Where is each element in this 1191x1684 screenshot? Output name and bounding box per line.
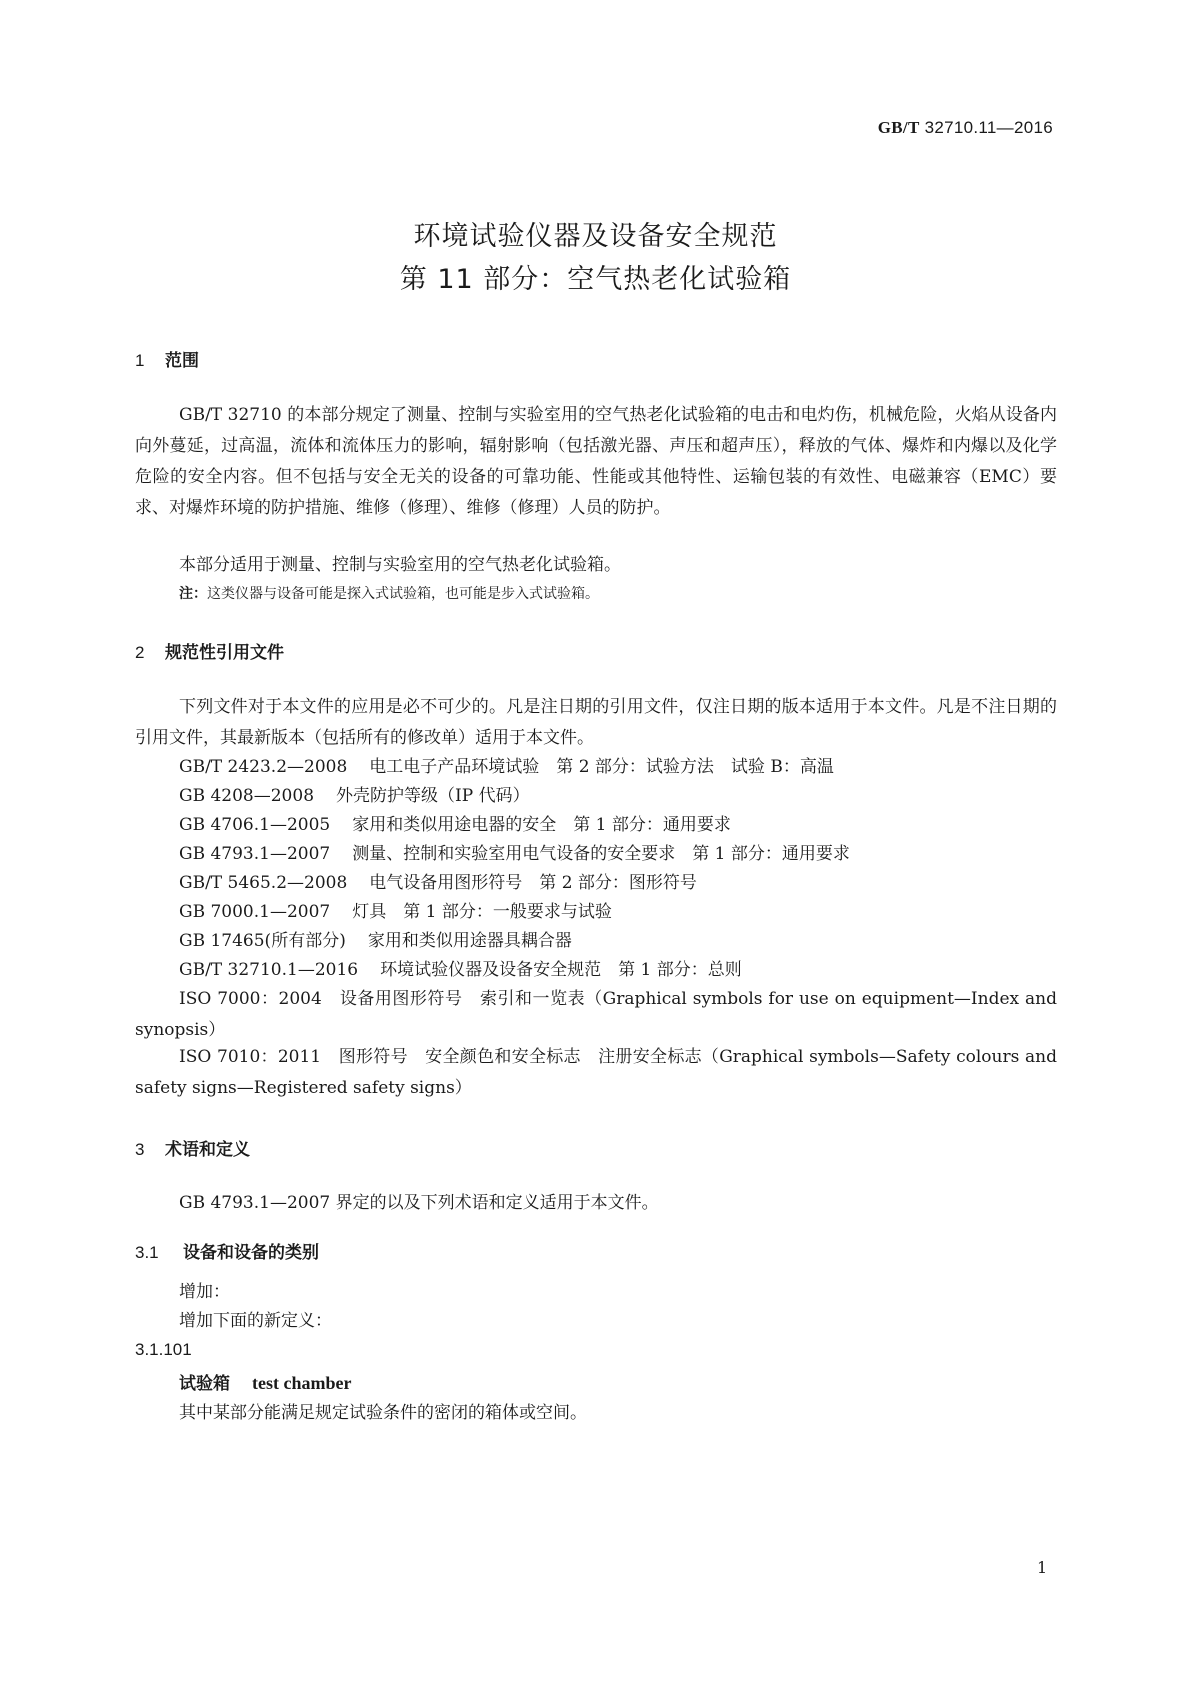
addition-label: 增加： bbox=[179, 1282, 230, 1302]
term-english: test chamber bbox=[252, 1373, 352, 1393]
reference-title: 外壳防护等级（IP 代码） bbox=[336, 786, 530, 806]
reference-title: 灯具 第 1 部分：一般要求与试验 bbox=[352, 902, 612, 922]
document-title-line2: 第 11 部分：空气热老化试验箱 bbox=[399, 264, 792, 295]
reference-code: GB 4793.1—2007 bbox=[179, 844, 331, 864]
section-1-heading bbox=[135, 346, 199, 371]
reference-code: GB/T 2423.2—2008 bbox=[179, 757, 348, 777]
term-heading bbox=[179, 1369, 351, 1394]
reference-item bbox=[179, 868, 697, 899]
reference-item bbox=[179, 810, 731, 841]
addition-new-definition: 增加下面的新定义： bbox=[179, 1311, 332, 1331]
section-3-intro: GB 4793.1—2007 界定的以及下列术语和定义适用于本文件。 bbox=[179, 1193, 659, 1213]
section-1-note bbox=[179, 582, 599, 606]
section-3-title: 术语和定义 bbox=[165, 1140, 250, 1160]
reference-code: GB 17465(所有部分) bbox=[179, 931, 346, 951]
reference-code: GB 4706.1—2005 bbox=[179, 815, 331, 835]
section-2-number: 2 bbox=[135, 643, 145, 662]
section-2-intro: 下列文件对于本文件的应用是必不可少的。凡是注日期的引用文件，仅注日期的版本适用于本文件。凡是不注日期的引用文件，其最新版本（包括所有的修改单）适用于本文件。 bbox=[135, 697, 1057, 748]
reference-title: 家用和类似用途电器的安全 第 1 部分：通用要求 bbox=[352, 815, 731, 835]
reference-iso-7000: ISO 7000：2004 设备用图形符号 索引和一览表（Graphical symbols for use on equipment—Index and synopsis） bbox=[135, 989, 1057, 1040]
reference-iso-7010: ISO 7010：2011 图形符号 安全颜色和安全标志 注册安全标志（Graphical symbols—Safety colours and safety signs—Registered safety signs） bbox=[135, 1047, 1057, 1098]
reference-title: 环境试验仪器及设备安全规范 第 1 部分：总则 bbox=[380, 960, 742, 980]
reference-item bbox=[179, 897, 612, 928]
reference-title: 家用和类似用途器具耦合器 bbox=[367, 931, 572, 951]
std-prefix: GB/T bbox=[877, 118, 920, 137]
section-2-heading bbox=[135, 638, 284, 663]
subsection-3-1-title: 设备和设备的类别 bbox=[183, 1243, 319, 1263]
section-1-paragraph-2: 本部分适用于测量、控制与实验室用的空气热老化试验箱。 bbox=[179, 555, 621, 575]
term-number: 3.1.101 bbox=[135, 1340, 192, 1359]
reference-title: 电工电子产品环境试验 第 2 部分：试验方法 试验 B：高温 bbox=[369, 757, 834, 777]
reference-code: GB/T 5465.2—2008 bbox=[179, 873, 348, 893]
document-title-line1: 环境试验仪器及设备安全规范 bbox=[413, 221, 778, 252]
section-1-number: 1 bbox=[135, 351, 145, 370]
std-number: 32710.11—2016 bbox=[924, 118, 1053, 137]
reference-code: GB/T 32710.1—2016 bbox=[179, 960, 359, 980]
reference-item bbox=[179, 926, 572, 957]
reference-title: 测量、控制和实验室用电气设备的安全要求 第 1 部分：通用要求 bbox=[352, 844, 850, 864]
section-2-title: 规范性引用文件 bbox=[165, 643, 284, 663]
reference-code: GB 4208—2008 bbox=[179, 786, 315, 806]
term-definition: 其中某部分能满足规定试验条件的密闭的箱体或空间。 bbox=[179, 1403, 587, 1423]
section-1-title: 范围 bbox=[165, 351, 199, 371]
section-3-number: 3 bbox=[135, 1140, 145, 1159]
reference-item bbox=[179, 752, 834, 783]
section-3-heading bbox=[135, 1135, 250, 1160]
standard-number-header bbox=[878, 118, 1053, 138]
note-text: 这类仪器与设备可能是探入式试验箱，也可能是步入式试验箱。 bbox=[207, 586, 599, 602]
reference-item bbox=[179, 955, 742, 986]
page-number: 1 bbox=[1037, 1558, 1048, 1577]
subsection-3-1-number: 3.1 bbox=[135, 1243, 159, 1262]
section-1-paragraph-1: GB/T 32710 的本部分规定了测量、控制与实验室用的空气热老化试验箱的电击和电灼伤，机械危险，火焰从设备内向外蔓延，过高温，流体和流体压力的影响，辐射影响（包括激光器、声压和超声压），释放的气体、爆炸和内爆以及化学危险的安全内容。但不包括与安全无关的设备的可靠功能、性能或其他特性、运输包装的有效性、电磁兼容（EMC）要求、对爆炸环境的防护措施、维修（修理）、维修（修理）人员的防护。 bbox=[135, 405, 1057, 518]
reference-title: 电气设备用图形符号 第 2 部分：图形符号 bbox=[369, 873, 697, 893]
reference-item bbox=[179, 839, 850, 870]
reference-item bbox=[179, 781, 530, 812]
note-label: 注： bbox=[179, 586, 207, 602]
term-chinese: 试验箱 bbox=[179, 1374, 230, 1394]
reference-code: GB 7000.1—2007 bbox=[179, 902, 331, 922]
subsection-3-1-heading bbox=[135, 1238, 319, 1263]
